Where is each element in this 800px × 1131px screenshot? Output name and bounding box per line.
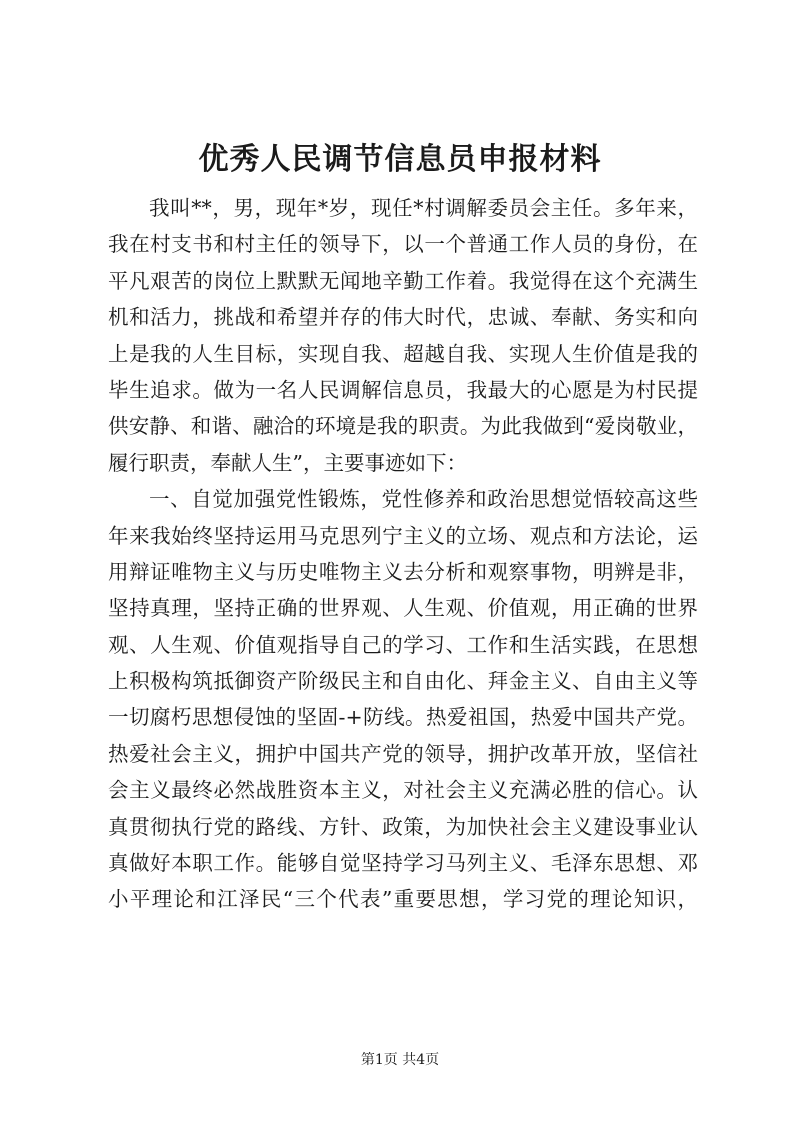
paragraph-line: 会主义最终必然战胜资本主义，对社会主义充满必胜的信心。认: [108, 778, 698, 803]
document-body: [108, 190, 698, 918]
paragraph-line: 供安静、和谐、融洽的环境是我的职责。为此我做到“爱岗敬业，: [108, 414, 698, 439]
paragraph-line: 年来我始终坚持运用马克思列宁主义的立场、观点和方法论，运: [108, 523, 698, 548]
paragraph-line: 我叫**，男，现年*岁，现任*村调解委员会主任。多年来，: [149, 196, 698, 220]
paragraph-line: 真做好本职工作。能够自觉坚持学习马列主义、毛泽东思想、邓: [108, 851, 698, 876]
paragraph-line: 机和活力，挑战和希望并存的伟大时代，忠诚、奉献、务实和向: [108, 305, 698, 330]
paragraph-line: 观、人生观、价值观指导自己的学习、工作和生活实践，在思想: [108, 632, 698, 657]
page-number-footer: 第1页 共4页: [360, 1052, 440, 1068]
paragraph-line: 毕生追求。做为一名人民调解信息员，我最大的心愿是为村民提: [108, 377, 698, 402]
paragraph-section-one: [108, 481, 698, 918]
paragraph-line: 一、自觉加强党性锻炼，党性修养和政治思想觉悟较高这些: [149, 487, 698, 512]
paragraph-line: 小平理论和江泽民“三个代表”重要思想，学习党的理论知识，: [108, 887, 698, 912]
paragraph-line: 一切腐朽思想侵蚀的坚固-+防线。热爱祖国，热爱中国共产党。: [108, 705, 698, 730]
paragraph-line: 热爱社会主义，拥护中国共产党的领导，拥护改革开放，坚信社: [108, 741, 698, 766]
paragraph-line: 上是我的人生目标，实现自我、超越自我、实现人生价值是我的: [108, 341, 698, 366]
paragraph-line: 用辩证唯物主义与历史唯物主义去分析和观察事物，明辨是非，: [108, 559, 698, 584]
paragraph-line: 上积极构筑抵御资产阶级民主和自由化、拜金主义、自由主义等: [108, 669, 698, 694]
paragraph-line: 平凡艰苦的岗位上默默无闻地辛勤工作着。我觉得在这个充满生: [108, 268, 698, 293]
paragraph-line: 我在村支书和村主任的领导下，以一个普通工作人员的身份，在: [108, 232, 698, 257]
paragraph-intro: [108, 190, 698, 481]
paragraph-line: 履行职责，奉献人生”，主要事迹如下：: [108, 450, 467, 475]
paragraph-line: 真贯彻执行党的路线、方针、政策，为加快社会主义建设事业认: [108, 814, 698, 839]
paragraph-line: 坚持真理，坚持正确的世界观、人生观、价值观，用正确的世界: [108, 596, 698, 621]
document-title: 优秀人民调节信息员申报材料: [198, 142, 602, 177]
